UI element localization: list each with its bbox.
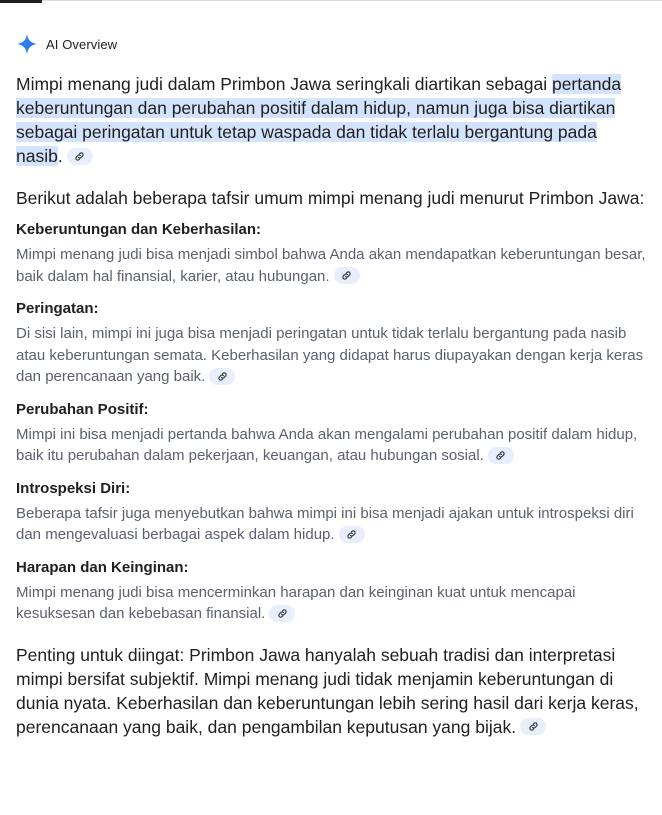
source-link-chip[interactable] xyxy=(334,267,360,284)
overview-content xyxy=(16,72,646,739)
source-link-chip[interactable] xyxy=(520,718,546,735)
link-icon xyxy=(346,529,357,540)
source-link-chip[interactable] xyxy=(488,447,514,464)
link-icon xyxy=(217,371,228,382)
ai-overview-title: AI Overview xyxy=(46,36,118,52)
lead-highlight: pertanda keberuntungan dan perubahan positif dalam hidup, namun juga bisa diartikan sebagai peringatan untuk tetap waspada dan tidak terlalu bergantung pada nasib xyxy=(16,74,622,166)
link-icon xyxy=(495,450,506,461)
link-icon xyxy=(277,608,288,619)
list-item xyxy=(16,220,646,287)
link-icon xyxy=(528,721,539,732)
link-icon xyxy=(341,270,352,281)
lead-suffix: . xyxy=(57,146,63,166)
lead-prefix: Mimpi menang judi dalam Primbon Jawa seringkali diartikan sebagai xyxy=(16,74,552,94)
ai-overview-header xyxy=(16,33,117,55)
list-item xyxy=(16,558,646,625)
closing-paragraph xyxy=(16,643,646,739)
intro-paragraph: Berikut adalah beberapa tafsir umum mimpi menang judi menurut Primbon Jawa: xyxy=(16,188,645,208)
source-link-chip[interactable] xyxy=(339,526,365,543)
item-body xyxy=(16,424,646,467)
list-item xyxy=(16,400,646,467)
item-body-text: Beberapa tafsir juga menyebutkan bahwa mimpi ini bisa menjadi ajakan untuk introspeksi diri dan mengevaluasi berbagai aspek dalam hidup. xyxy=(16,504,634,543)
item-body xyxy=(16,582,646,625)
list-item xyxy=(16,299,646,388)
source-link-chip[interactable] xyxy=(209,368,235,385)
list-item xyxy=(16,479,646,546)
item-title: Perubahan Positif: xyxy=(16,400,149,418)
lead-paragraph xyxy=(16,72,646,168)
active-tab-indicator xyxy=(0,0,42,3)
source-link-chip[interactable] xyxy=(269,605,295,622)
item-title: Harapan dan Keinginan: xyxy=(16,558,189,576)
closing-text: Penting untuk diingat: Primbon Jawa hanyalah sebuah tradisi dan interpretasi mimpi bersifat subjektif. Mimpi menang judi tidak menjamin keberuntungan di dunia nyata. Keberhasilan dan keberuntungan lebih sering hasil dari kerja keras, perencanaan yang baik, dan pengambilan keputusan yang bijak. xyxy=(16,644,639,737)
item-body-text: Mimpi menang judi bisa mencerminkan harapan dan keinginan kuat untuk mencapai kesuksesan dan kebebasan finansial. xyxy=(16,583,576,622)
link-icon xyxy=(74,151,85,162)
item-body-text: Mimpi ini bisa menjadi pertanda bahwa Anda akan mengalami perubahan positif dalam hidup, baik itu perubahan dalam pekerjaan, keuangan, atau hubungan sosial. xyxy=(16,425,638,464)
item-title: Peringatan: xyxy=(16,300,99,317)
item-body xyxy=(16,244,646,287)
item-body xyxy=(16,323,646,388)
sparkle-icon xyxy=(16,33,38,55)
item-body xyxy=(16,503,646,546)
top-divider xyxy=(0,0,662,1)
item-body-text: Mimpi menang judi bisa menjadi simbol bahwa Anda akan mendapatkan keberuntungan besar, baik dalam hal finansial, karier, atau hubungan. xyxy=(16,246,646,285)
item-title: Keberuntungan dan Keberhasilan: xyxy=(16,221,262,238)
item-body-text: Di sisi lain, mimpi ini juga bisa menjadi peringatan untuk tidak terlalu bergantung pada nasib atau keberuntungan semata. Keberhasilan yang didapat harus diupayakan dengan kerja keras dan perencanaan yang baik. xyxy=(16,325,644,385)
item-title: Introspeksi Diri: xyxy=(16,479,131,497)
source-link-chip[interactable] xyxy=(67,148,93,165)
